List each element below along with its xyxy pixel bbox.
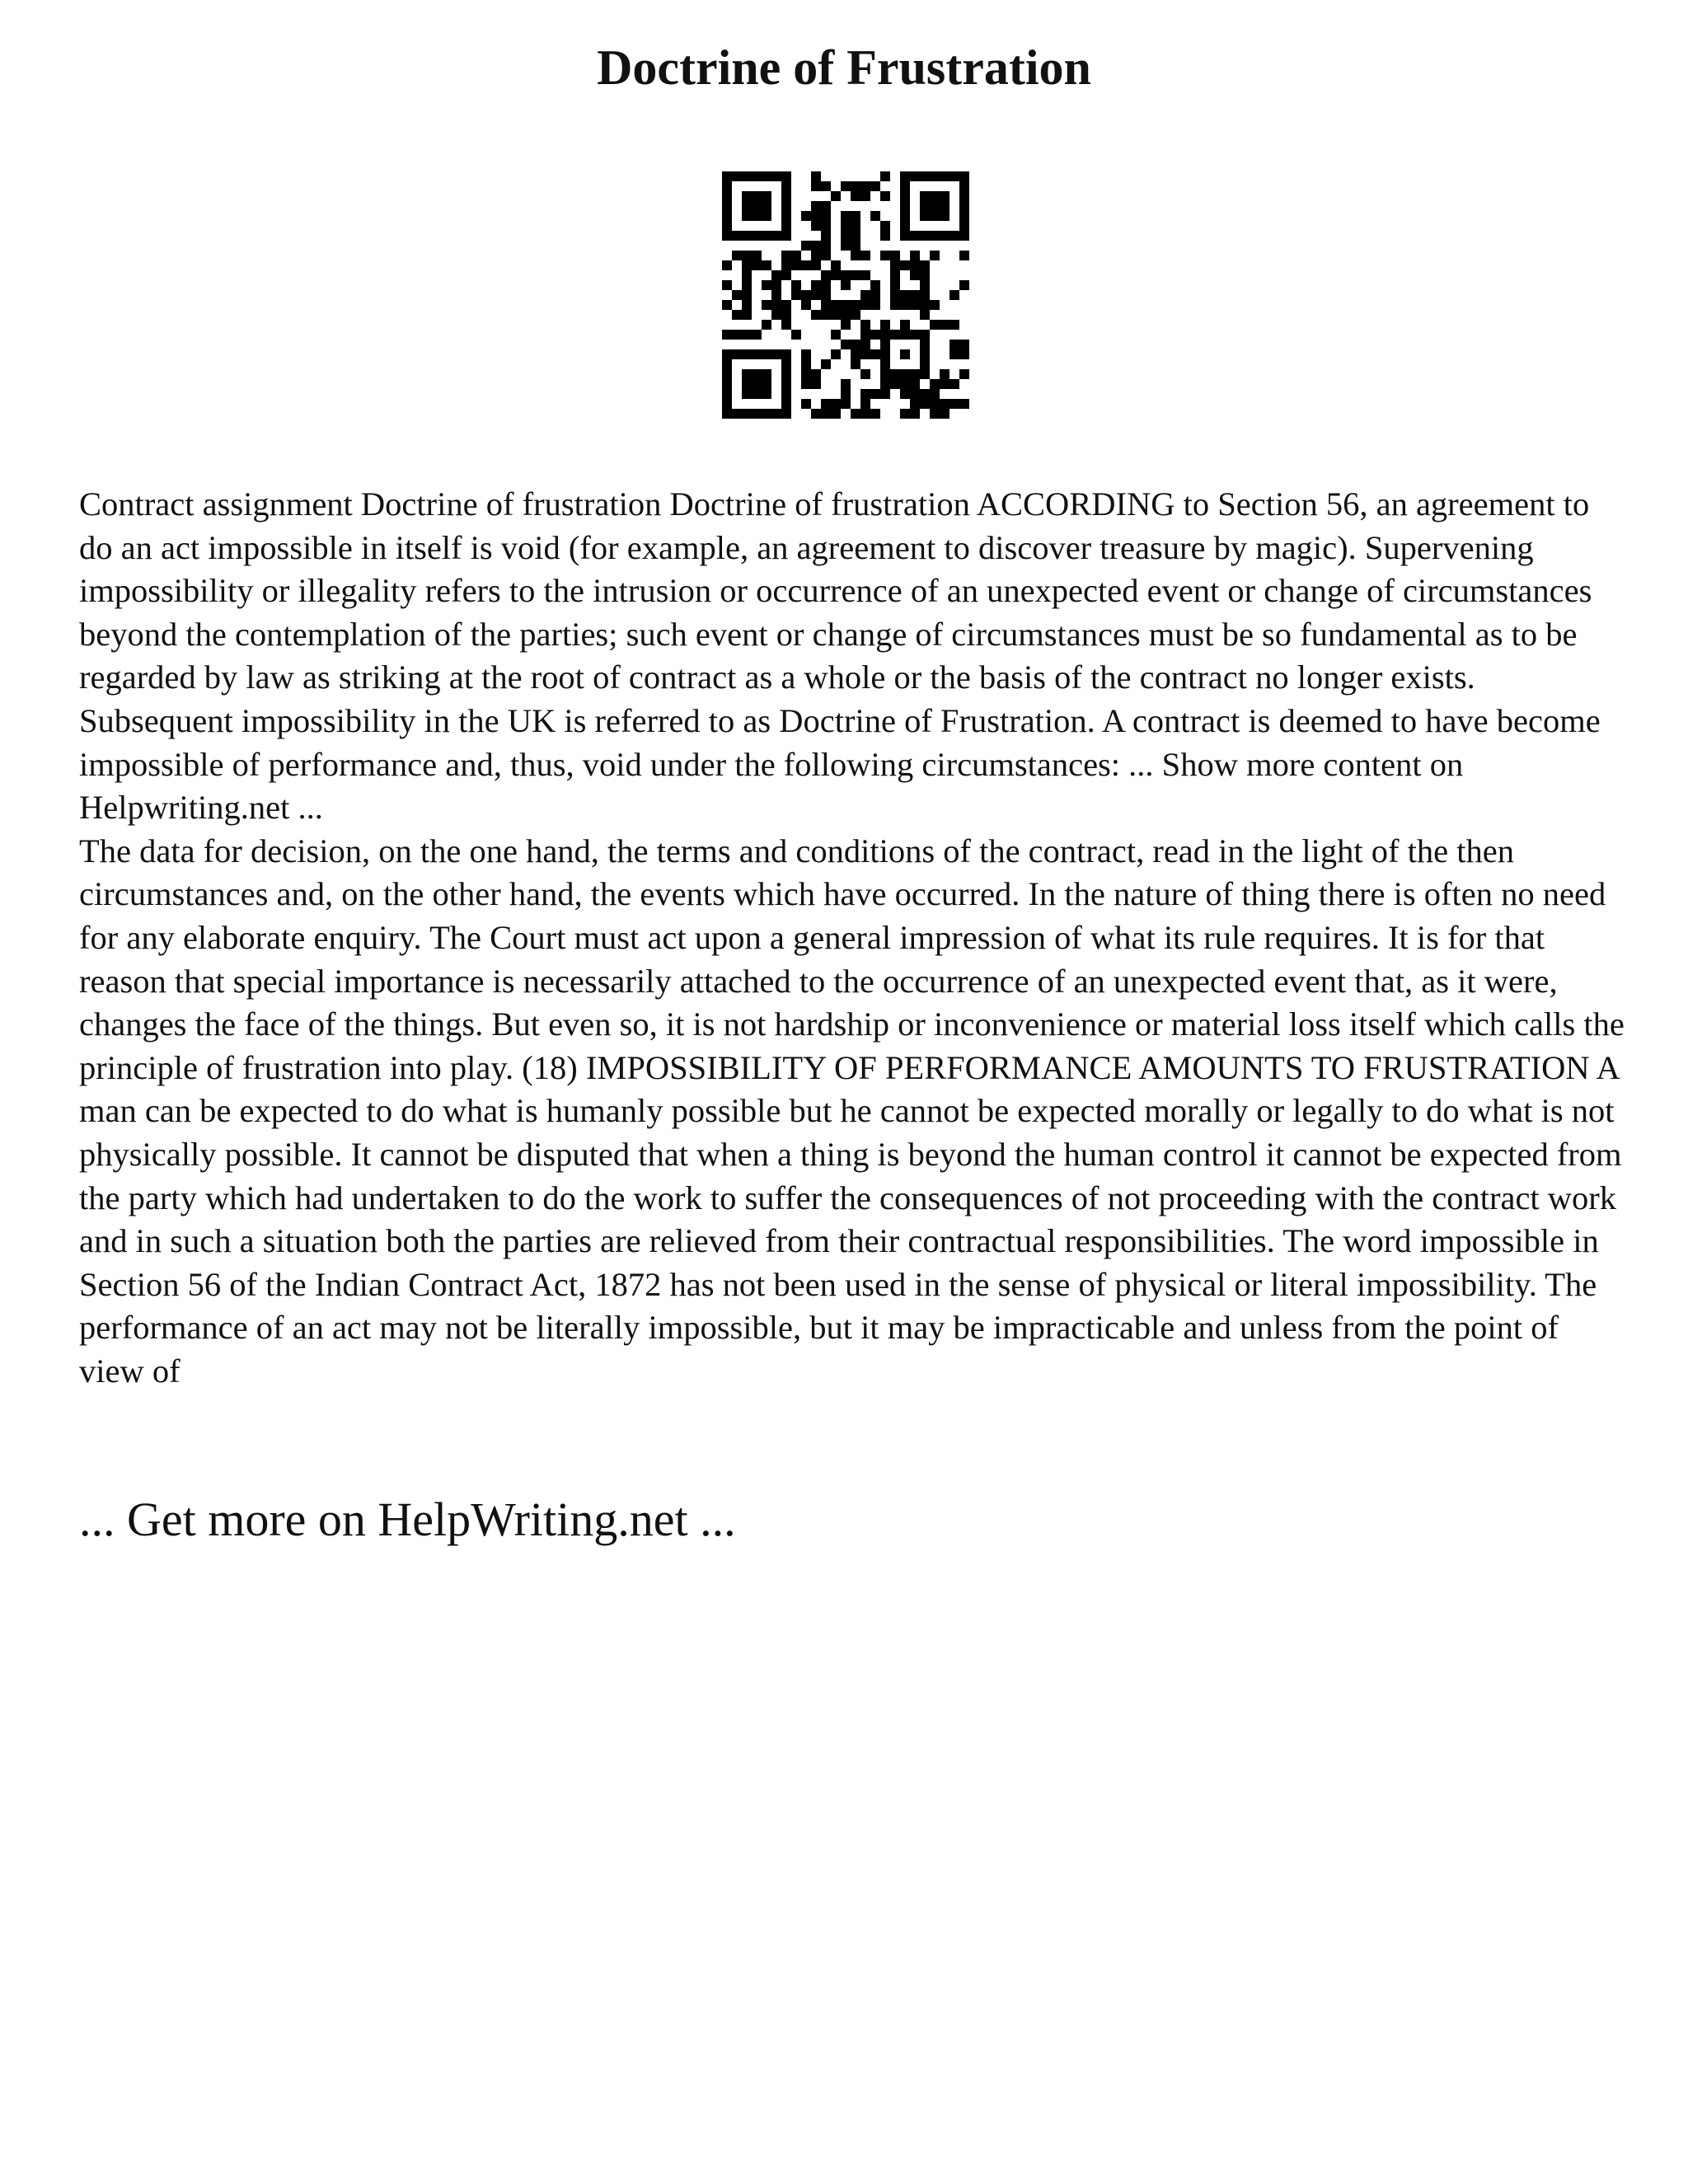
qr-code-icon bbox=[722, 171, 969, 419]
page-title: Doctrine of Frustration bbox=[597, 40, 1091, 95]
paragraph-1: Contract assignment Doctrine of frustration Doctrine of frustration ACCORDING to Section 56, an agreement to do an act impossible in itself is void (for example, an agreement to discover treasure by magic). Supervening impossibility or illegality refers to the intrusion or occurrence of an unexpected event or change of circumstances beyond the contemplation of the parties; such event or change of circumstances must be so fundamental as to be regarded by law as striking at the root of contract as a whole or the basis of the contract no longer exists. Subsequent impossibility in the UK is referred to as Doctrine of Frustration. A contract is deemed to have become impossible of performance and, thus, void under the following circumstances: ... Show more content on Helpwriting.net ... bbox=[79, 485, 1601, 827]
article-body bbox=[79, 483, 1629, 1393]
qr-code-graphic bbox=[722, 171, 969, 419]
get-more-link[interactable]: ... Get more on HelpWriting.net ... bbox=[79, 1493, 736, 1546]
paragraph-2: The data for decision, on the one hand, the terms and conditions of the contract, read in the light of the then circumstances and, on the other hand, the events which have occurred. In the nature of thing there is often no need for any elaborate enquiry. The Court must act upon a general impression of what its rule requires. It is for that reason that special importance is necessarily attached to the occurrence of an unexpected event that, as it were, changes the face of the things. But even so, it is not hardship or inconvenience or material loss itself which calls the principle of frustration into play. (18) IMPOSSIBILITY OF PERFORMANCE AMOUNTS TO FRUSTRATION A man can be expected to do what is humanly possible but he cannot be expected morally or legally to do what is not physically possible. It cannot be disputed that when a thing is beyond the human control it cannot be expected from the party which had undertaken to do the work to suffer the consequences of not proceeding with the contract work and in such a situation both the parties are relieved from their contractual responsibilities. The word impossible in Section 56 of the Indian Contract Act, 1872 has not been used in the sense of physical or literal impossibility. The performance of an act may not be literally impossible, but it may be impracticable and unless from the point of view of bbox=[79, 832, 1625, 1390]
